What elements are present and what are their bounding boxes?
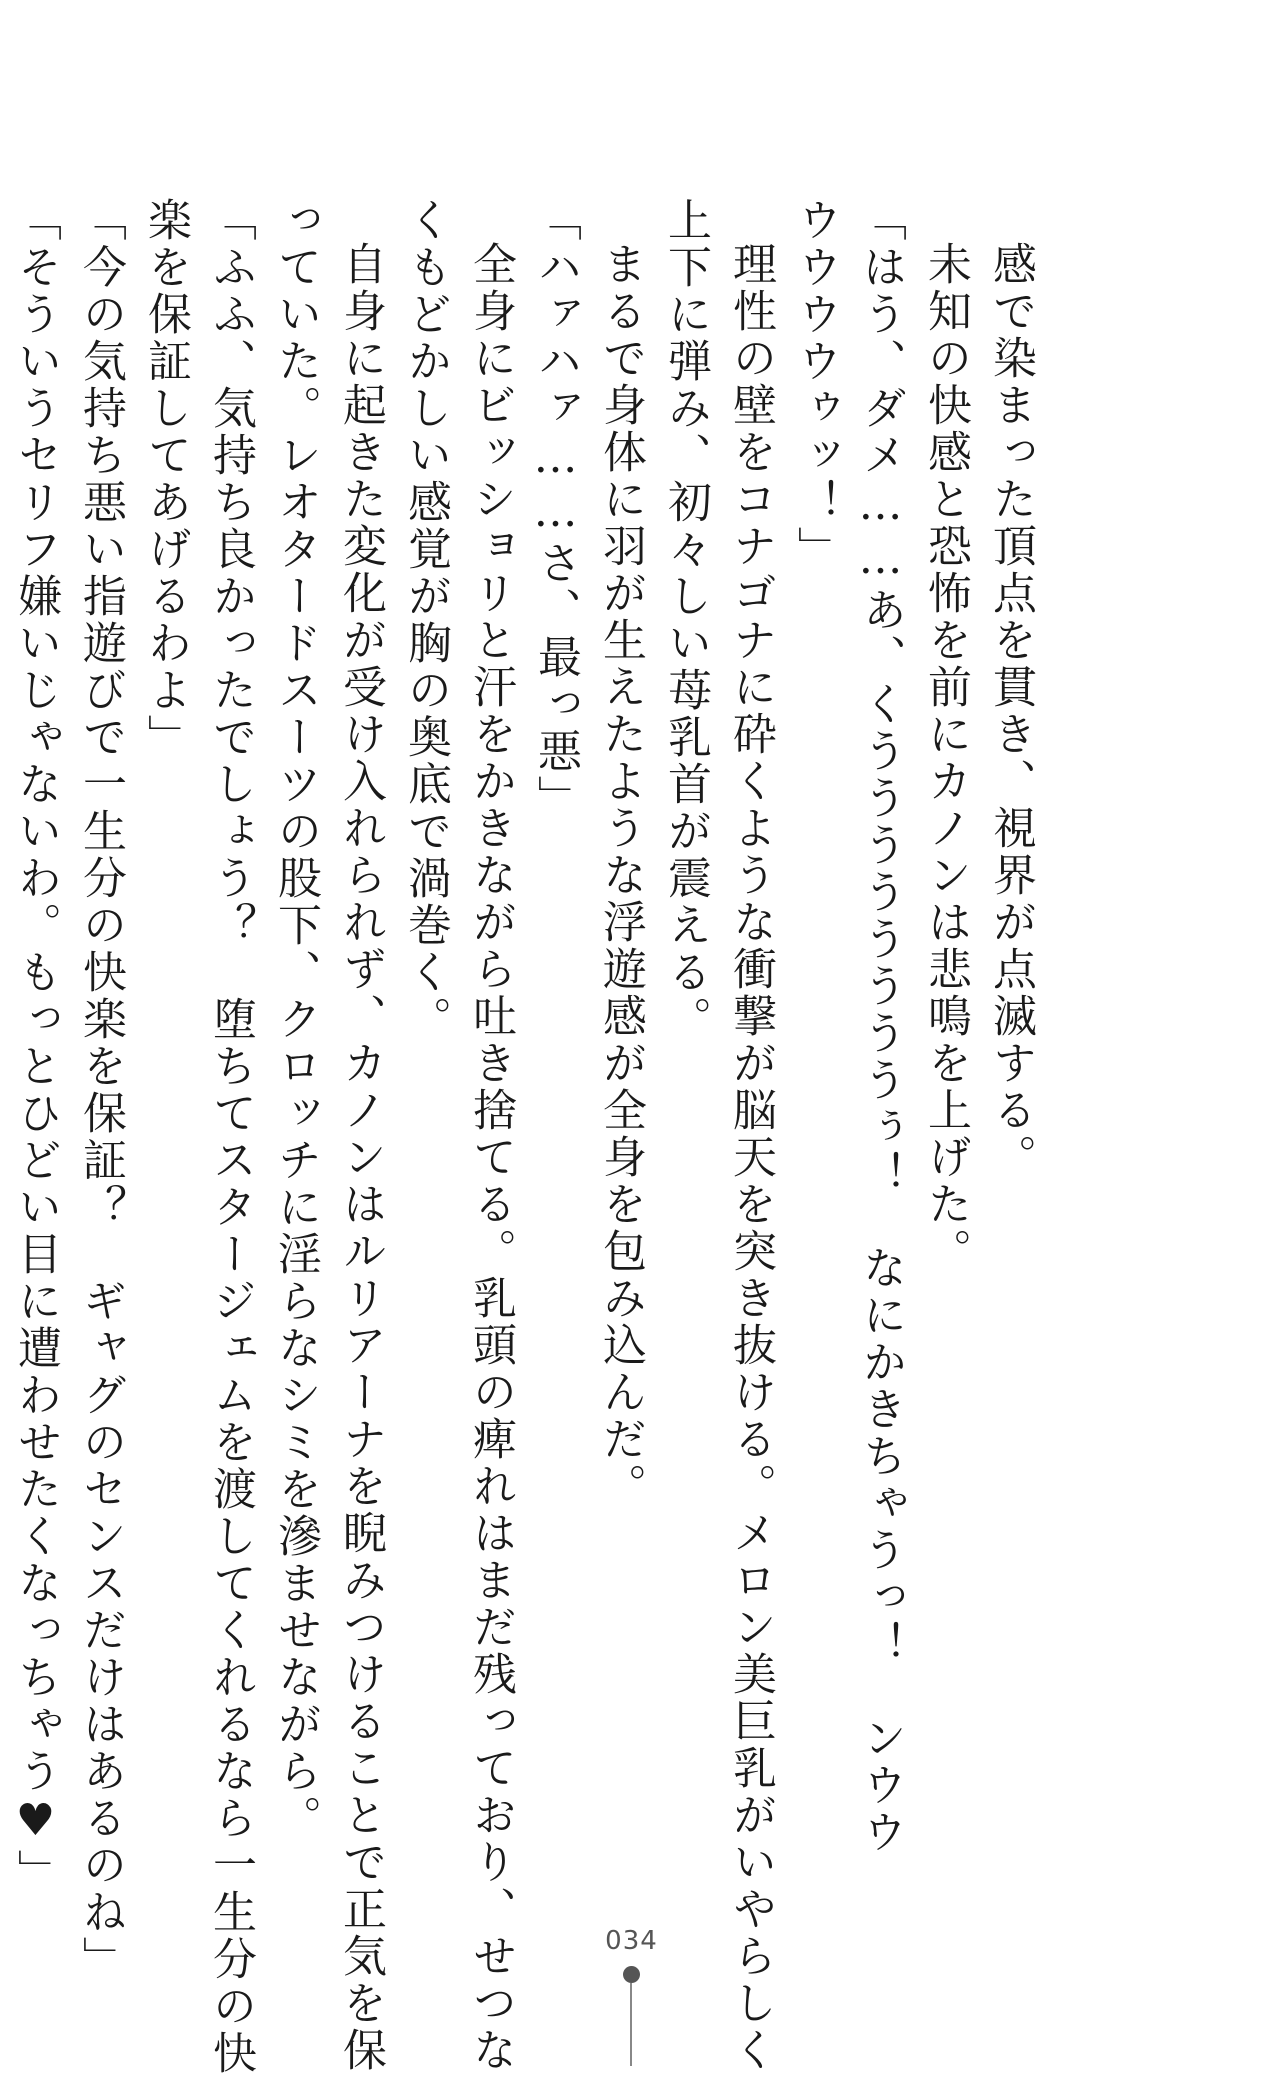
page-marker-line: [630, 1983, 632, 2066]
text-line: っていた。レオタードスーツの股下、クロッチに淫らなシミを滲ませながら。: [270, 197, 321, 1842]
text-line: 自身に起きた変化が受け入れられず、カノンはルリアーナを睨みつけることで正気を保: [335, 241, 386, 2074]
dialogue-line: 「ふふ、気持ち良かったでしょう？ 堕ちてスタージェムを渡してくれるなら一生分の快: [205, 197, 256, 2077]
text-line: ウウウウゥッ！」: [790, 197, 841, 573]
dialogue-line: 「今の気持ち悪い指遊びで一生分の快楽を保証？ ギャグのセンスだけはあるのね」: [75, 197, 126, 1983]
text-line: 感で染まった頂点を貫き、視界が点滅する。: [985, 241, 1036, 1181]
text-line: 理性の壁をコナゴナに砕くような衝撃が脳天を突き抜ける。メロン美巨乳がいやらしく: [725, 241, 776, 2074]
text-line: 上下に弾み、初々しい苺乳首が震える。: [660, 197, 711, 1043]
dialogue-line: 「はう、ダメ……あ、くううううううううぅ！ なにかきちゃうっ！ ンウウ: [855, 197, 906, 1856]
dialogue-line: 「そういうセリフ嫌いじゃないわ。もっとひどい目に遭わせたくなっちゃう♥」: [10, 197, 61, 1896]
text-line: まるで身体に羽が生えたような浮遊感が全身を包み込んだ。: [595, 241, 646, 1510]
text-line: 楽を保証してあげるわよ」: [140, 197, 191, 761]
dialogue-line: 「ハァハァ……さ、最っ悪」: [530, 197, 581, 822]
page-marker-dot: [623, 1966, 640, 1983]
page-number: 034: [605, 1926, 658, 1956]
text-line: くもどかしい感覚が胸の奥底で渦巻く。: [400, 197, 451, 1043]
text-line: 未知の快感と恐怖を前にカノンは悲鳴を上げた。: [920, 241, 971, 1275]
text-line: 全身にビッショリと汗をかきながら吐き捨てる。乳頭の痺れはまだ残っており、せつな: [465, 241, 516, 2074]
